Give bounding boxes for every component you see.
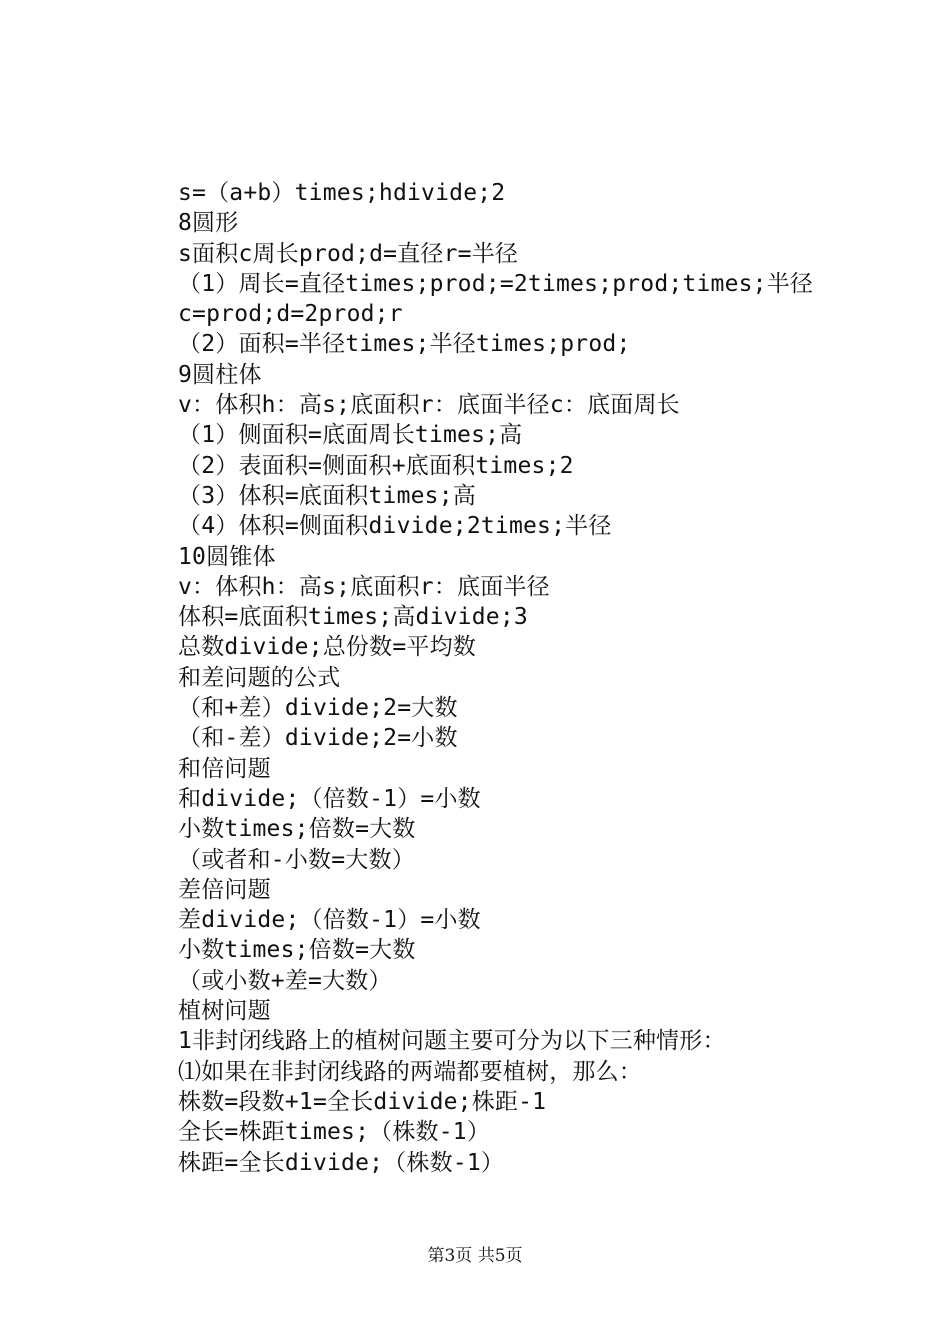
text-line: 株数=段数+1=全长divide;株距-1 [178,1088,547,1115]
section-heading: 和倍问题 [178,755,271,782]
text-line: 小数times;倍数=大数 [178,937,416,964]
text-line: （和-差）divide;2=小数 [178,725,458,752]
text-line: c=prod;d=2prod;r [178,301,403,328]
section-heading: 植树问题 [178,998,271,1025]
text-line: （1）周长=直径times;prod;=2times;prod;times;半径 [178,270,814,297]
text-line: （4）体积=侧面积divide;2times;半径 [178,513,612,540]
text-line: （2）表面积=侧面积+底面积times;2 [178,452,574,479]
text-line: s=（a+b）times;hdivide;2 [178,180,506,206]
page-number-footer: 第3页 共5页 [427,1246,523,1266]
text-line: 小数times;倍数=大数 [178,816,416,843]
section-heading: 和差问题的公式 [178,664,341,691]
text-line: 体积=底面积times;高divide;3 [178,604,528,631]
text-line: （或者和-小数=大数） [178,846,415,873]
text-line: v：体积h：高s;底面积r：底面半径 [178,573,550,600]
text-line: （2）面积=半径times;半径times;prod; [178,331,631,358]
text-line: 株距=全长divide;（株数-1） [178,1149,505,1176]
document-body [178,178,838,1178]
text-line: 全长=株距times;（株数-1） [178,1119,491,1146]
text-line: s面积c周长prod;d=直径r=半径 [178,240,519,267]
text-line: 差divide;（倍数-1）=小数 [178,907,481,934]
text-line: （或小数+差=大数） [178,967,392,994]
text-line: v：体积h：高s;底面积r：底面半径c：底面周长 [178,392,680,419]
section-heading: 8圆形 [178,210,239,237]
text-line: （3）体积=底面积times;高 [178,482,476,509]
text-line: （和+差）divide;2=大数 [178,695,458,722]
text-line: 总数divide;总份数=平均数 [178,634,476,661]
section-heading: 9圆柱体 [178,361,262,388]
text-line: 和divide;（倍数-1）=小数 [178,785,481,812]
section-heading: 差倍问题 [178,876,271,903]
text-line: （1）侧面积=底面周长times;高 [178,422,523,449]
text-line: ⑴如果在非封闭线路的两端都要植树，那么： [178,1058,642,1085]
text-line: 1非封闭线路上的植树问题主要可分为以下三种情形： [178,1028,726,1055]
section-heading: 10圆锥体 [178,543,276,570]
